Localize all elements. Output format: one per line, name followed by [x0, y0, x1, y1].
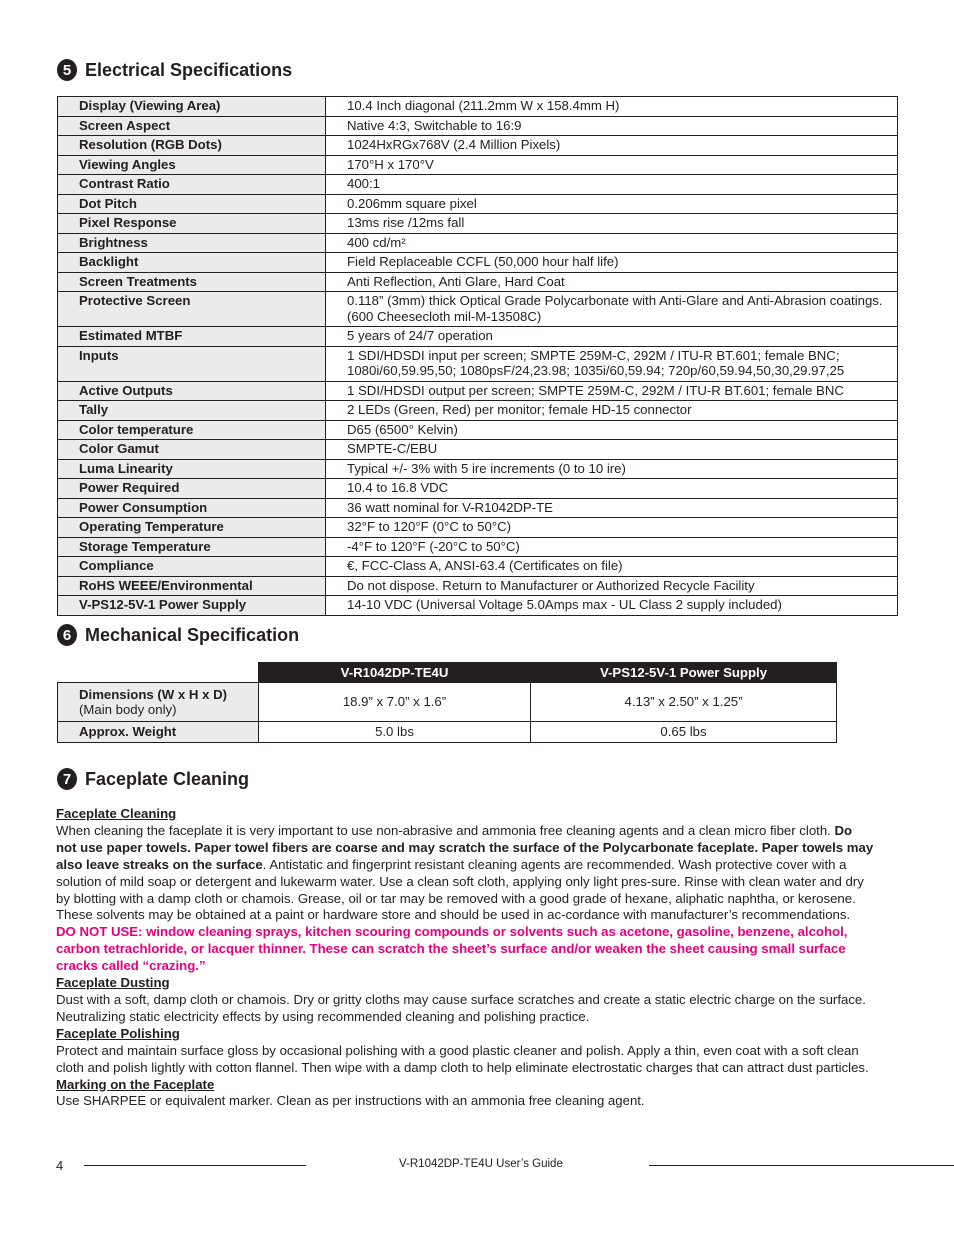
row-label [58, 683, 259, 722]
electrical-section-heading [57, 59, 292, 81]
spec-value: 36 watt nominal for V-R1042DP-TE [326, 498, 898, 518]
spec-value: D65 (6500° Kelvin) [326, 420, 898, 440]
spec-key: RoHS WEEE/Environmental [58, 576, 326, 596]
row-label: Approx. Weight [58, 722, 259, 743]
spec-value: Field Replaceable CCFL (50,000 hour half life) [326, 253, 898, 273]
dimensions-label: Dimensions (W x H x D) [79, 686, 228, 702]
table-row [58, 498, 898, 518]
spec-key: Storage Temperature [58, 537, 326, 557]
text-run: When cleaning the faceplate it is very important to use non-abrasive and ammonia free cleaning agents and a clean micro fiber cloth. [56, 822, 835, 838]
section-number-badge: 5 [57, 59, 77, 81]
spec-value: 170°H x 170°V [326, 155, 898, 175]
column-header: V-PS12-5V-1 Power Supply [531, 663, 837, 683]
page-number: 4 [56, 1158, 64, 1173]
marking-paragraph: Use SHARPEE or equivalent marker. Clean as per instructions with an ammonia free cleaning agent. [56, 1093, 645, 1109]
spec-key: Display (Viewing Area) [58, 97, 326, 117]
spec-value: 2 LEDs (Green, Red) per monitor; female HD-15 connector [326, 401, 898, 421]
spec-value: Typical +/- 3% with 5 ire increments (0 to 10 ire) [326, 459, 898, 479]
table-row [58, 440, 898, 460]
cleaning-body [56, 806, 876, 1110]
spec-value: 13ms rise /12ms fall [326, 214, 898, 234]
subheading-polishing: Faceplate Polishing [56, 1025, 180, 1041]
polishing-paragraph: Protect and maintain surface gloss by occasional polishing with a good plastic cleaner and polish. Apply a thin, even coat with a soft clean cloth and polish lightly with cotton flannel. Then wipe with a damp cloth to help eliminate electrostatic charges that can attract dust particles. [56, 1042, 869, 1075]
spec-value: €, FCC-Class A, ANSI-63.4 (Certificates on file) [326, 557, 898, 577]
table-row [58, 346, 898, 381]
table-row [58, 420, 898, 440]
table-row [58, 576, 898, 596]
table-row [58, 175, 898, 195]
table-row [58, 155, 898, 175]
table-row [58, 136, 898, 156]
spec-value: 400:1 [326, 175, 898, 195]
footer-rule-left [84, 1165, 306, 1166]
spec-key: Color temperature [58, 420, 326, 440]
dusting-paragraph: Dust with a soft, damp cloth or chamois. Dry or gritty cloths may cause surface scratches and create a static electric charge on the surface. Neutralizing static electricity effects by using recommended cleaning and polishing practice. [56, 991, 866, 1024]
section-title: Mechanical Specification [85, 624, 300, 645]
table-row [58, 722, 837, 743]
spec-key: Power Required [58, 479, 326, 499]
cleaning-section-heading [57, 768, 249, 790]
spec-key: Color Gamut [58, 440, 326, 460]
electrical-spec-table [57, 96, 898, 616]
spec-key: Dot Pitch [58, 194, 326, 214]
spec-key: Viewing Angles [58, 155, 326, 175]
table-row [58, 292, 898, 327]
table-row [58, 537, 898, 557]
table-row [58, 194, 898, 214]
blank-header-cell [58, 663, 259, 683]
spec-key: Brightness [58, 233, 326, 253]
table-row [58, 381, 898, 401]
spec-value: 0.206mm square pixel [326, 194, 898, 214]
spec-value: 1024HxRGx768V (2.4 Million Pixels) [326, 136, 898, 156]
table-cell: 5.0 lbs [259, 722, 531, 743]
table-row [58, 596, 898, 616]
spec-value: 5 years of 24/7 operation [326, 327, 898, 347]
subheading-marking: Marking on the Faceplate [56, 1076, 215, 1092]
spec-key: Backlight [58, 253, 326, 273]
table-row [58, 479, 898, 499]
section-title: Faceplate Cleaning [85, 768, 250, 789]
table-row [58, 214, 898, 234]
table-row [58, 459, 898, 479]
spec-value: 1 SDI/HDSDI output per screen; SMPTE 259M-C, 292M / ITU-R BT.601; female BNC [326, 381, 898, 401]
spec-key: Luma Linearity [58, 459, 326, 479]
dimensions-sublabel: (Main body only) [79, 702, 177, 717]
spec-key: Operating Temperature [58, 518, 326, 538]
spec-key: Inputs [58, 346, 326, 381]
spec-key: Screen Treatments [58, 272, 326, 292]
cleaning-paragraph [56, 823, 876, 924]
spec-value: 10.4 to 16.8 VDC [326, 479, 898, 499]
spec-value: 10.4 Inch diagonal (211.2mm W x 158.4mm H) [326, 97, 898, 117]
spec-value: Native 4:3, Switchable to 16:9 [326, 116, 898, 136]
page-footer [0, 1157, 954, 1177]
mechanical-section-heading [57, 624, 299, 646]
table-row [58, 97, 898, 117]
column-header: V-R1042DP-TE4U [259, 663, 531, 683]
table-row [58, 327, 898, 347]
spec-value: 400 cd/m² [326, 233, 898, 253]
spec-key: Tally [58, 401, 326, 421]
warning-text: DO NOT USE: window cleaning sprays, kitchen scouring compounds or solvents such as acetone, gasoline, benzene, alcohol, carbon tetrachloride, or lacquer thinner. These can scratch the sheet’s surface and/or weaken the sheet causing small surface cracks called “crazing.” [56, 924, 848, 974]
mechanical-spec-table [57, 662, 837, 743]
table-cell: 18.9” x 7.0” x 1.6” [259, 683, 531, 722]
table-row [58, 401, 898, 421]
spec-key: Power Consumption [58, 498, 326, 518]
spec-value: 14-10 VDC (Universal Voltage 5.0Amps max - UL Class 2 supply included) [326, 596, 898, 616]
table-cell: 4.13” x 2.50” x 1.25” [531, 683, 837, 722]
section-title: Electrical Specifications [85, 59, 293, 80]
spec-key: Screen Aspect [58, 116, 326, 136]
spec-value: 32°F to 120°F (0°C to 50°C) [326, 518, 898, 538]
section-number-badge: 6 [57, 624, 77, 646]
spec-key: V-PS12-5V-1 Power Supply [58, 596, 326, 616]
spec-key: Active Outputs [58, 381, 326, 401]
table-row [58, 557, 898, 577]
spec-value: -4°F to 120°F (-20°C to 50°C) [326, 537, 898, 557]
table-row [58, 253, 898, 273]
footer-guide-title: V-R1042DP-TE4U User’s Guide [399, 1158, 563, 1170]
spec-value: Anti Reflection, Anti Glare, Hard Coat [326, 272, 898, 292]
spec-key: Contrast Ratio [58, 175, 326, 195]
spec-value: 0.118” (3mm) thick Optical Grade Polycarbonate with Anti-Glare and Anti-Abrasion coatings. (600 Cheesecloth mil-M-13508C) [326, 292, 898, 327]
text-run: . Antistatic and fingerprint resistant cleaning agents are recommended. Wash protective cover with a solution of mild soap or detergent and lukewarm water. Use a clean soft cloth, applying only light pres-sure. Rinse with clean water and dry by blotting with a damp cloth or chamois. Grease, oil or tar may be removed with a good grade of hexane, aliphatic naphtha, or kerosene. These solvents may be obtained at a paint or hardware store and should be used in ac-cordance with manufacturer’s recommendations. [56, 856, 864, 923]
subheading-cleaning: Faceplate Cleaning [56, 806, 177, 821]
spec-key: Estimated MTBF [58, 327, 326, 347]
table-row [58, 272, 898, 292]
bold-text-run: Do not use paper towels. Paper towel fibers are coarse and may scratch the surface of the Polycarbonate faceplate. Paper towels may also leave streaks on the surface [56, 822, 874, 872]
spec-value: SMPTE-C/EBU [326, 440, 898, 460]
footer-rule-right [649, 1165, 954, 1166]
table-row [58, 116, 898, 136]
section-number-badge: 7 [57, 768, 77, 790]
spec-value: Do not dispose. Return to Manufacturer or Authorized Recycle Facility [326, 576, 898, 596]
table-row [58, 683, 837, 722]
spec-key: Compliance [58, 557, 326, 577]
spec-key: Pixel Response [58, 214, 326, 234]
spec-key: Resolution (RGB Dots) [58, 136, 326, 156]
spec-value: 1 SDI/HDSDI input per screen; SMPTE 259M-C, 292M / ITU-R BT.601; female BNC; 1080i/60,59.95,50; 1080psF/24,23.98; 1035i/60,59.94; 720p/60,59.94,50,30,29.97,25 [326, 346, 898, 381]
table-cell: 0.65 lbs [531, 722, 837, 743]
spec-key: Protective Screen [58, 292, 326, 327]
table-row [58, 233, 898, 253]
table-row [58, 518, 898, 538]
subheading-dusting: Faceplate Dusting [56, 975, 170, 991]
